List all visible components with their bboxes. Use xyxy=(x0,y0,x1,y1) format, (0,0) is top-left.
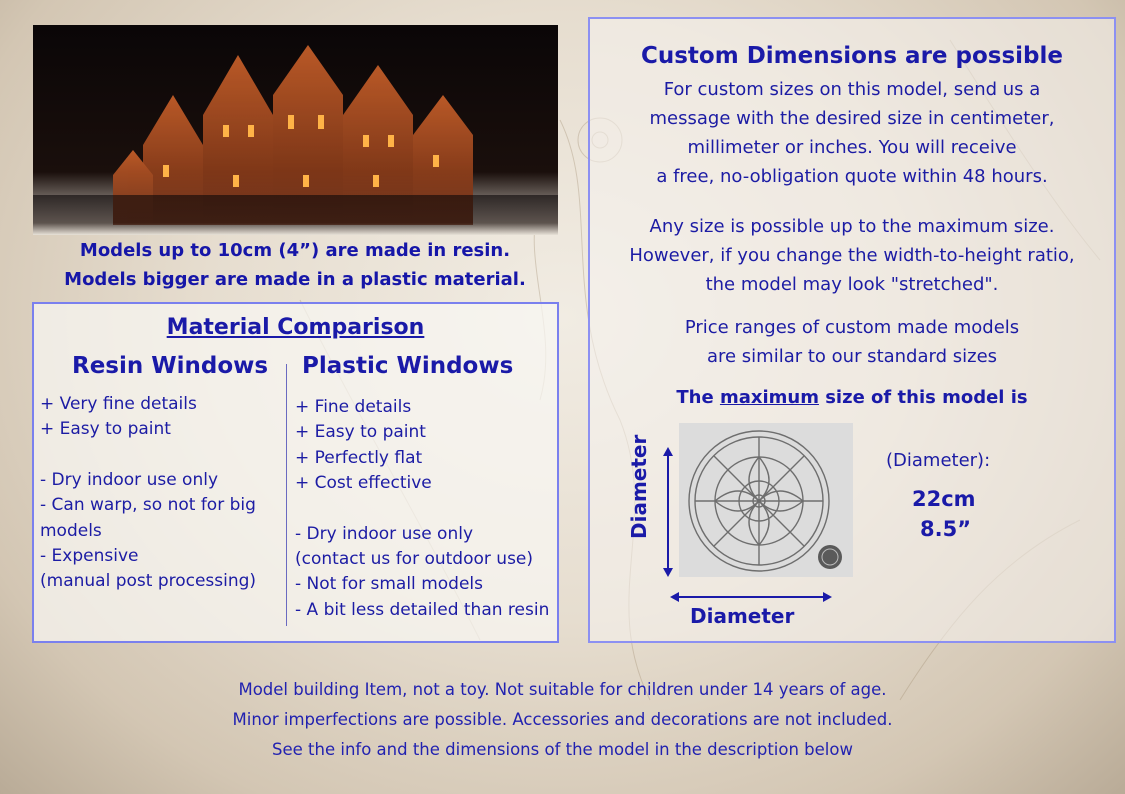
footer-notice xyxy=(0,675,1125,765)
rose-window-photo xyxy=(679,423,853,577)
resin-list xyxy=(40,392,280,595)
list-item: - A bit less detailed than resin xyxy=(295,599,550,620)
list-item: + Easy to paint xyxy=(295,422,426,443)
plastic-list xyxy=(295,395,557,623)
diameter-vertical-label: Diameter xyxy=(627,434,651,539)
list-item: models xyxy=(40,520,102,541)
paragraph-line: Price ranges of custom made models xyxy=(684,317,1020,338)
plastic-heading: Plastic Windows xyxy=(302,353,514,379)
list-item: + Fine details xyxy=(295,397,412,417)
resin-note-line2: Models bigger are made in a plastic material. xyxy=(64,269,526,290)
material-comparison-panel xyxy=(32,302,559,643)
max-suffix: size of this model is xyxy=(818,387,1028,408)
comparison-title: Material Comparison xyxy=(166,315,425,340)
horizontal-arrow-icon xyxy=(670,591,832,603)
custom-dimensions-title: Custom Dimensions are possible xyxy=(640,43,1064,69)
list-item: + Very fine details xyxy=(40,394,197,414)
list-item: - Expensive xyxy=(40,546,139,567)
paragraph-line: are similar to our standard sizes xyxy=(706,346,998,367)
resin-note-line1: Models up to 10cm (4”) are made in resin. xyxy=(79,240,511,261)
custom-dimensions-panel xyxy=(588,17,1116,643)
list-item: - Dry indoor use only xyxy=(40,469,219,490)
max-size-inches: 8.5” xyxy=(920,517,972,541)
max-word: maximum xyxy=(719,387,819,408)
resin-size-note xyxy=(30,236,560,294)
resin-heading: Resin Windows xyxy=(72,353,269,379)
footer-line: See the info and the dimensions of the model in the description below xyxy=(272,740,853,759)
paragraph-line: a free, no-obligation quote within 48 hours. xyxy=(656,166,1048,187)
list-item: + Perfectly flat xyxy=(295,447,423,468)
custom-size-paragraph xyxy=(590,75,1114,191)
paragraph-line: message with the desired size in centimeter, xyxy=(649,108,1055,129)
footer-line: Minor imperfections are possible. Accessories and decorations are not included. xyxy=(232,710,893,729)
diameter-horizontal-label: Diameter xyxy=(690,604,795,628)
list-item: (manual post processing) xyxy=(40,571,257,592)
list-item: (contact us for outdoor use) xyxy=(295,549,534,570)
price-paragraph xyxy=(590,313,1114,371)
diameter-caption: (Diameter): xyxy=(886,450,991,471)
column-divider xyxy=(286,364,287,626)
paragraph-line: For custom sizes on this model, send us a xyxy=(663,79,1041,100)
paragraph-line: Any size is possible up to the maximum size. xyxy=(649,216,1055,237)
list-item: - Can warp, so not for big xyxy=(40,495,256,516)
vertical-arrow-icon xyxy=(663,447,673,577)
max-prefix: The xyxy=(676,387,720,408)
paragraph-line: However, if you change the width-to-height ratio, xyxy=(629,245,1075,266)
list-item: - Dry indoor use only xyxy=(295,523,474,544)
paragraph-line: millimeter or inches. You will receive xyxy=(687,137,1017,158)
hero-image xyxy=(33,25,558,235)
list-item: + Easy to paint xyxy=(40,419,171,440)
footer-line: Model building Item, not a toy. Not suitable for children under 14 years of age. xyxy=(238,680,887,699)
maximum-size-heading xyxy=(590,387,1114,408)
max-size-cm: 22cm xyxy=(912,487,976,511)
list-item: + Cost effective xyxy=(295,473,432,494)
max-size-paragraph xyxy=(590,212,1114,299)
paragraph-line: the model may look "stretched". xyxy=(705,274,999,295)
list-item: - Not for small models xyxy=(295,574,483,595)
